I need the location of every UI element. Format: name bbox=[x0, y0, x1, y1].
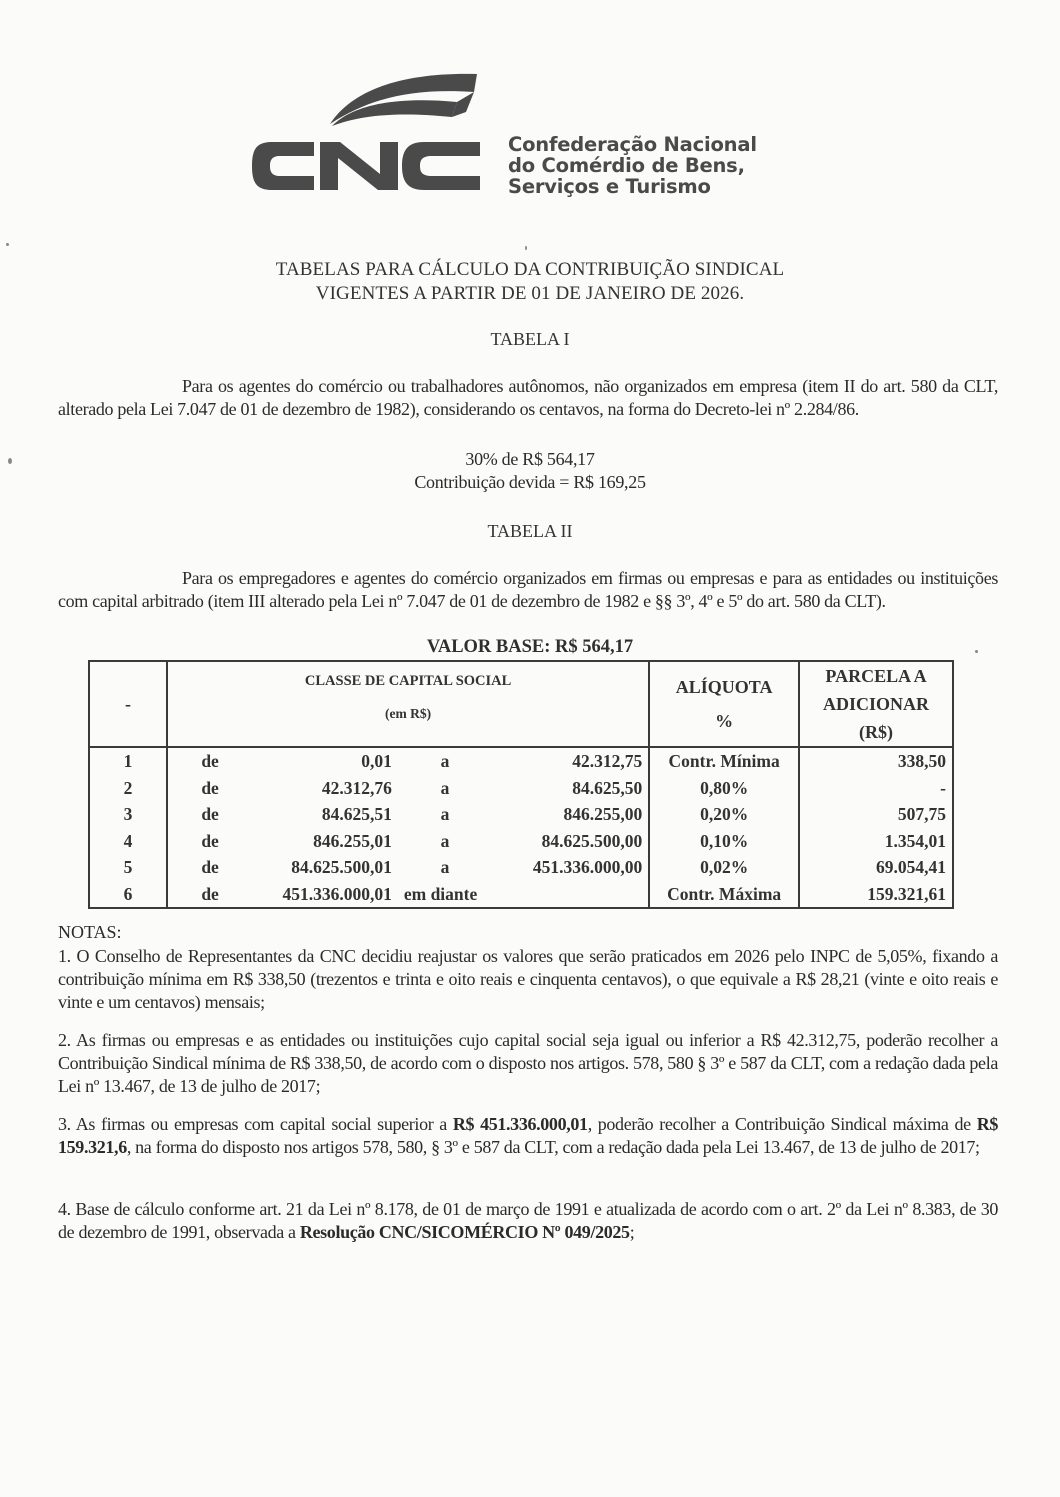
row-aliquota: 0,02% bbox=[649, 854, 799, 881]
tabela-1-paragraph: Para os agentes do comércio ou trabalhadores autônomos, não organizados em empresa (item II do art. 580 da CLT, alterado pela Lei 7.047 de 01 de dezembro de 1982), considerando os centavos, na forma do Decreto-lei nº 2.284/86. bbox=[58, 376, 998, 419]
note-4-text-1: 4. Base de cálculo conforme art. 21 da Lei nº 8.178, de 01 de março de 1991 e atualizada de acordo com o art. 2º da Lei nº 8.383, de 30 de dezembro de 1991, observada a bbox=[58, 1199, 998, 1242]
tabela-1-calc-base: 30% de R$ 564,17 bbox=[465, 449, 595, 469]
row-parcela: 159.321,61 bbox=[799, 881, 953, 909]
cnc-logo bbox=[252, 62, 812, 202]
row-aliquota: 0,80% bbox=[649, 775, 799, 802]
header-parcela bbox=[799, 661, 953, 747]
capital-social-table bbox=[88, 660, 954, 909]
row-to: 84.625.500,00 bbox=[492, 828, 649, 855]
row-from: 451.336.000,01 bbox=[252, 881, 398, 909]
note-3-text-2: , poderão recolher a Contribuição Sindical máxima de bbox=[587, 1114, 977, 1134]
table-header-row bbox=[89, 661, 953, 747]
row-de: de bbox=[201, 857, 219, 877]
row-de: de bbox=[167, 881, 252, 909]
row-to: 451.336.000,00 bbox=[492, 854, 649, 881]
header-aliquota bbox=[649, 661, 799, 747]
row-de: de bbox=[201, 751, 219, 771]
row-a: a bbox=[440, 751, 450, 771]
tabela-1-heading: TABELA I bbox=[490, 329, 570, 349]
row-aliquota: Contr. Máxima bbox=[649, 881, 799, 909]
row-aliquota: Contr. Mínima bbox=[649, 747, 799, 775]
org-line-2: do Comérdio de Bens, bbox=[508, 154, 745, 177]
header-parcela-line2: ADICIONAR bbox=[823, 694, 930, 714]
row-to: 84.625,50 bbox=[492, 775, 649, 802]
row-num: 3 bbox=[89, 801, 167, 828]
tabela-1-contribution-due: Contribuição devida = R$ 169,25 bbox=[414, 472, 646, 492]
document-title-line-2: VIGENTES A PARTIR DE 01 DE JANEIRO DE 2026. bbox=[315, 283, 745, 304]
row-aliquota: 0,10% bbox=[649, 828, 799, 855]
header-aliquota-title: ALÍQUOTA bbox=[675, 677, 773, 697]
row-num: 5 bbox=[89, 854, 167, 881]
document-title-line-1: TABELAS PARA CÁLCULO DA CONTRIBUIÇÃO SINDICAL bbox=[275, 259, 785, 280]
table-row bbox=[89, 801, 953, 828]
row-num: 6 bbox=[89, 881, 167, 909]
row-num: 1 bbox=[89, 747, 167, 775]
valor-base: VALOR BASE: R$ 564,17 bbox=[426, 637, 634, 657]
header-aliquota-unit: % bbox=[715, 711, 734, 731]
row-num: 2 bbox=[89, 775, 167, 802]
note-3-text-1: 3. As firmas ou empresas com capital social superior a bbox=[58, 1114, 453, 1134]
row-a: a bbox=[440, 777, 450, 798]
table-row bbox=[89, 881, 953, 909]
row-to bbox=[492, 881, 649, 909]
row-from: 846.255,01 bbox=[313, 830, 392, 851]
header-parcela-line3: (R$) bbox=[859, 722, 894, 742]
row-from: 84.625,51 bbox=[321, 804, 392, 824]
note-3-text-3: , na forma do disposto nos artigos 578, 580, § 3º e 587 da CLT, com a redação dada pela Lei 13.467, de 13 de julho de 2017; bbox=[126, 1137, 980, 1157]
scan-speck bbox=[525, 246, 527, 250]
row-de: de bbox=[201, 777, 219, 798]
row-em-diante: em diante bbox=[398, 881, 492, 909]
notes-title: NOTAS: bbox=[58, 922, 122, 942]
cnc-wing-logo-icon bbox=[252, 62, 502, 202]
row-a: a bbox=[440, 804, 450, 824]
row-parcela: 69.054,41 bbox=[799, 854, 953, 881]
row-parcela: 507,75 bbox=[799, 801, 953, 828]
row-a: a bbox=[440, 857, 450, 877]
row-to: 42.312,75 bbox=[492, 747, 649, 775]
row-to: 846.255,00 bbox=[492, 801, 649, 828]
organization-name bbox=[508, 134, 757, 197]
note-3 bbox=[58, 1113, 998, 1159]
table-row bbox=[89, 854, 953, 881]
org-line-1: Confederação Nacional bbox=[508, 133, 757, 156]
row-from: 42.312,76 bbox=[321, 777, 392, 798]
table-row bbox=[89, 747, 953, 775]
row-de: de bbox=[201, 830, 219, 851]
header-classe-unit: (em R$) bbox=[385, 705, 432, 721]
row-aliquota: 0,20% bbox=[649, 801, 799, 828]
org-line-3: Serviços e Turismo bbox=[508, 175, 711, 198]
scan-speck bbox=[6, 243, 9, 246]
scan-speck bbox=[975, 650, 978, 653]
row-a: a bbox=[440, 830, 450, 851]
note-2: 2. As firmas ou empresas e as entidades ou instituições cujo capital social seja igual ou inferior a R$ 42.312,75, poderão recolher a Contribuição Sindical mínima de R$ 338,50, de acordo com o disposto nos artigos. 578, 580 § 3º e 587 da CLT, com a redação dada pela Lei nº 13.467, de 13 de julho de 2017; bbox=[58, 1030, 998, 1096]
table-row bbox=[89, 775, 953, 802]
row-parcela: 338,50 bbox=[799, 747, 953, 775]
header-num: - bbox=[89, 661, 167, 747]
row-parcela: - bbox=[799, 775, 953, 802]
tabela-2-heading: TABELA II bbox=[487, 521, 573, 541]
header-classe-title: CLASSE DE CAPITAL SOCIAL bbox=[304, 672, 512, 689]
note-4-resolution: Resolução CNC/SICOMÉRCIO Nº 049/2025 bbox=[299, 1222, 630, 1242]
note-1: 1. O Conselho de Representantes da CNC decidiu reajustar os valores que serão praticados em 2026 pelo INPC de 5,05%, fixando a contribuição mínima em R$ 338,50 (trezentos e trinta e oito reais e cinquenta centavos), o que equivale a R$ 28,21 (vinte e oito reais e vinte e um centavos) mensais; bbox=[58, 946, 998, 1012]
row-num: 4 bbox=[89, 828, 167, 855]
row-parcela: 1.354,01 bbox=[799, 828, 953, 855]
row-de: de bbox=[201, 804, 219, 824]
header-classe-capital bbox=[167, 661, 649, 747]
note-3-max-contribution: R$ 159.321,6 bbox=[58, 1114, 998, 1157]
note-4-text-2: ; bbox=[629, 1222, 635, 1242]
table-row bbox=[89, 828, 953, 855]
scan-speck bbox=[8, 458, 12, 464]
note-3-capital-threshold: R$ 451.336.000,01 bbox=[452, 1114, 588, 1134]
row-from: 84.625.500,01 bbox=[291, 857, 392, 877]
header-parcela-line1: PARCELA A bbox=[825, 666, 927, 686]
note-4 bbox=[58, 1198, 998, 1244]
tabela-2-paragraph: Para os empregadores e agentes do comércio organizados em firmas ou empresas e para as entidades ou instituições com capital arbitrado (item III alterado pela Lei nº 7.047 de 01 de dezembro de 1982 e §§ 3º, 4º e 5º do art. 580 da CLT). bbox=[58, 568, 998, 611]
row-from: 0,01 bbox=[361, 751, 392, 771]
